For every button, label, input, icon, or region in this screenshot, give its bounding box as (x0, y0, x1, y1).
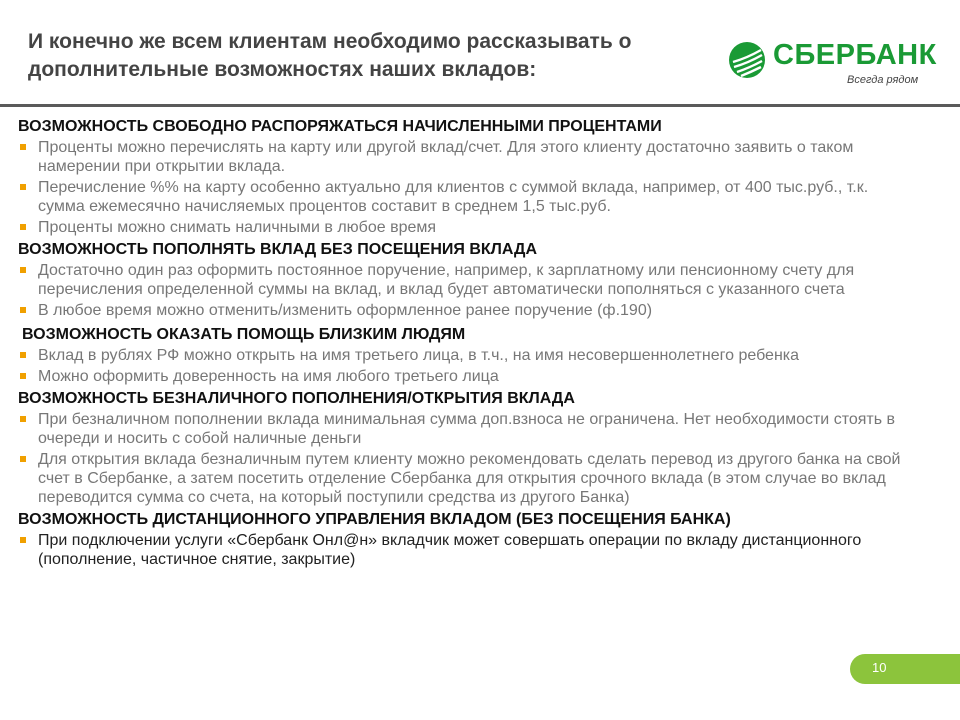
list-item (18, 367, 918, 386)
list-item (18, 410, 918, 448)
page-number-badge (850, 654, 960, 684)
bullet-square-icon (20, 307, 26, 313)
list-item (18, 301, 918, 320)
section-title-relatives: ВОЗМОЖНОСТЬ ОКАЗАТЬ ПОМОЩЬ БЛИЗКИМ ЛЮДЯМ (22, 326, 466, 343)
bullet-square-icon (20, 416, 26, 422)
list-item (18, 261, 918, 299)
section-list-interest (18, 138, 918, 237)
list-item (18, 178, 918, 216)
title-divider (0, 104, 960, 107)
logo-tagline: Всегда рядом (847, 74, 919, 86)
list-item (18, 346, 918, 365)
list-item-text: Можно оформить доверенность на имя любого третьего лица (38, 368, 499, 385)
bullet-square-icon (20, 144, 26, 150)
list-item-text: В любое время можно отменить/изменить оформленное ранее поручение (ф.190) (38, 302, 653, 319)
section-list-topup (18, 261, 918, 320)
page-number: 10 (872, 660, 887, 675)
list-item-text: Достаточно один раз оформить постоянное поручение, например, к зарплатному или пенсионному счету для перечисления определенной суммы на вклад, и вклад будет автоматически пополняться с указанного счета (38, 262, 855, 298)
list-item (18, 138, 918, 176)
sberbank-emblem-icon (727, 40, 767, 80)
slide-content (18, 116, 918, 571)
list-item-text: Проценты можно перечислять на карту или другой вклад/счет. Для этого клиенту достаточно заявить о таком намерении при открытии вклада. (38, 139, 854, 175)
list-item-text: Вклад в рублях РФ можно открыть на имя третьего лица, в т.ч., на имя несовершеннолетнего ребенка (38, 347, 800, 364)
bullet-square-icon (20, 352, 26, 358)
sberbank-logo (727, 38, 937, 90)
bullet-square-icon (20, 373, 26, 379)
list-item (18, 218, 918, 237)
list-item-text: Проценты можно снимать наличными в любое время (38, 219, 437, 236)
section-list-relatives (18, 346, 918, 386)
section-title-interest: ВОЗМОЖНОСТЬ СВОБОДНО РАСПОРЯЖАТЬСЯ НАЧИСЛЕННЫМИ ПРОЦЕНТАМИ (18, 118, 662, 135)
section-list-remote (18, 531, 918, 569)
section-title-cashless: ВОЗМОЖНОСТЬ БЕЗНАЛИЧНОГО ПОПОЛНЕНИЯ/ОТКРЫТИЯ ВКЛАДА (18, 390, 575, 407)
section-list-cashless (18, 410, 918, 507)
list-item (18, 531, 918, 569)
logo-name: СБЕРБАНК (773, 39, 937, 71)
page-title: И конечно же всем клиентам необходимо рассказывать о дополнительные возможностях наших вкладов: (28, 30, 632, 81)
bullet-square-icon (20, 224, 26, 230)
list-item (18, 450, 918, 507)
list-item-text: Для открытия вклада безналичным путем клиенту можно рекомендовать сделать перевод из другого банка на свой счет в Сбербанке, а затем посетить отделение Сбербанка для открытия срочного вклада (в этом случае во вклад переводится сумма со счета, на который поступили средства из другого Банка) (38, 451, 901, 506)
bullet-square-icon (20, 184, 26, 190)
list-item-text: При безналичном пополнении вклада минимальная сумма доп.взноса не ограничена. Нет необходимости стоять в очереди и носить с собой наличные деньги (38, 411, 896, 447)
bullet-square-icon (20, 456, 26, 462)
list-item-text: При подключении услуги «Сбербанк Онл@н» вкладчик может совершать операции по вкладу дистанционного (пополнение, частичное снятие, закрытие) (38, 532, 862, 568)
section-title-topup: ВОЗМОЖНОСТЬ ПОПОЛНЯТЬ ВКЛАД БЕЗ ПОСЕЩЕНИЯ ВКЛАДА (18, 241, 537, 258)
section-title-remote: ВОЗМОЖНОСТЬ ДИСТАНЦИОННОГО УПРАВЛЕНИЯ ВКЛАДОМ (БЕЗ ПОСЕЩЕНИЯ БАНКА) (18, 511, 731, 528)
list-item-text: Перечисление %% на карту особенно актуально для клиентов с суммой вклада, например, от 400 тыс.руб., т.к. сумма ежемесячно начисляемых процентов составит в среднем 1,5 тыс.руб. (38, 179, 869, 215)
bullet-square-icon (20, 267, 26, 273)
bullet-square-icon (20, 537, 26, 543)
